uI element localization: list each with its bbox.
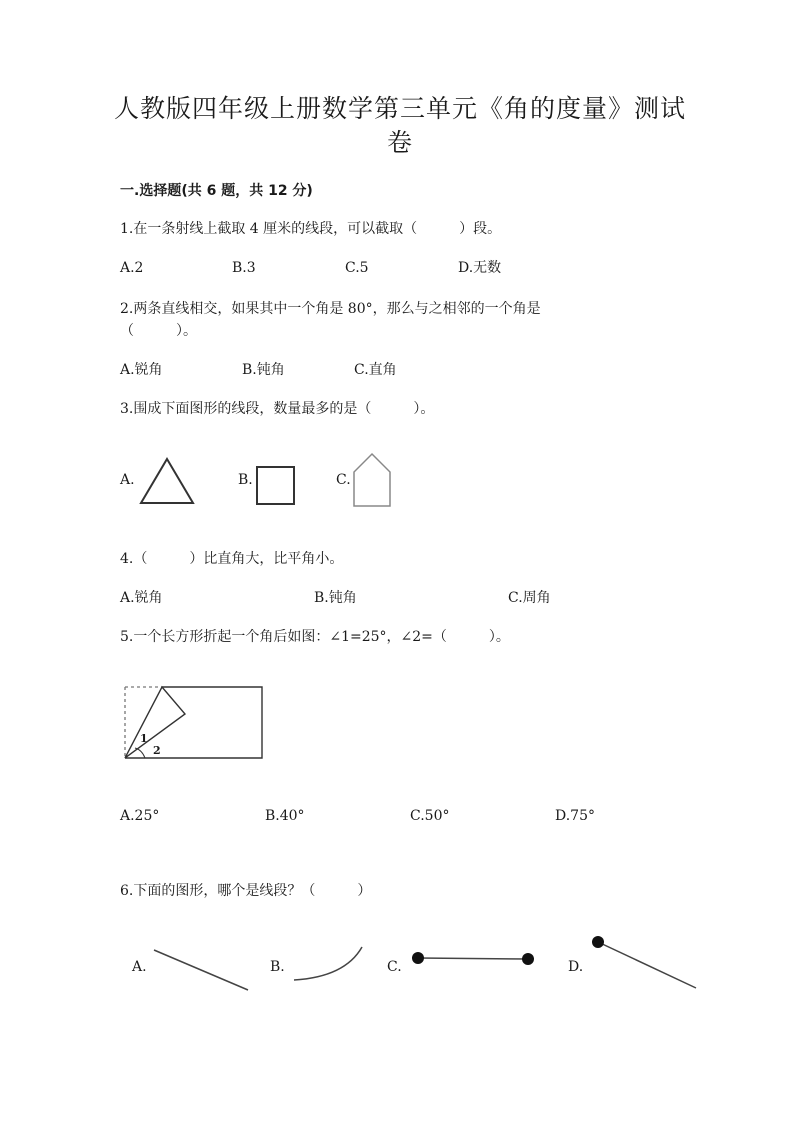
q6-option-c-label[interactable]: C. (387, 959, 402, 975)
q5-option-d[interactable]: D.75° (555, 808, 595, 824)
q2-option-c[interactable]: C.直角 (354, 362, 397, 378)
q6-option-a-label[interactable]: A. (132, 959, 147, 975)
q6-option-b-label[interactable]: B. (270, 959, 285, 975)
q6-curve-shape (290, 943, 370, 985)
question-6-text: 6.下面的图形，哪个是线段？（ ） (120, 883, 372, 899)
q2-option-b[interactable]: B.钝角 (242, 362, 285, 378)
question-4-text: 4.（ ）比直角大，比平角小。 (120, 551, 344, 567)
q3-square-shape (256, 466, 296, 506)
page-title (110, 92, 690, 160)
q3-triangle-shape (140, 456, 196, 506)
q2-text-line-1: 2.两条直线相交，如果其中一个角是 80°，那么与之相邻的一个角是 (120, 301, 541, 317)
title-line-2: 卷 (386, 128, 413, 157)
q6-straight-line-shape (150, 945, 255, 995)
q5-option-a[interactable]: A.25° (120, 808, 160, 824)
q4-option-b[interactable]: B.钝角 (314, 590, 357, 606)
q2-option-a[interactable]: A.锐角 (120, 362, 163, 378)
q6-option-d-label[interactable]: D. (568, 959, 584, 975)
q2-text-line-2: （ ）。 (120, 323, 197, 339)
question-5-text: 5.一个长方形折起一个角后如图：∠1=25°，∠2=（ ）。 (120, 629, 510, 645)
q3-option-b-label[interactable]: B. (238, 472, 253, 488)
q1-option-a[interactable]: A.2 (120, 260, 144, 276)
q3-option-c-label[interactable]: C. (336, 472, 351, 488)
q4-option-a[interactable]: A.锐角 (120, 590, 163, 606)
q1-option-d[interactable]: D.无数 (458, 260, 502, 276)
q5-option-b[interactable]: B.40° (265, 808, 305, 824)
q3-pentagon-shape (352, 452, 392, 508)
q5-option-c[interactable]: C.50° (410, 808, 450, 824)
q4-option-c[interactable]: C.周角 (508, 590, 551, 606)
q3-option-a-label[interactable]: A. (120, 472, 135, 488)
question-2-text (120, 298, 640, 342)
q6-ray-shape (588, 932, 703, 994)
section-header: 一.选择题(共 6 题，共 12 分) (120, 183, 313, 199)
q5-folded-rectangle-figure (120, 680, 270, 766)
question-1-text: 1.在一条射线上截取 4 厘米的线段，可以截取（ ）段。 (120, 221, 502, 237)
title-line-1: 人教版四年级上册数学第三单元《角的度量》测试 (113, 94, 686, 123)
q1-option-c[interactable]: C.5 (345, 260, 369, 276)
question-3-text: 3.围成下面图形的线段，数量最多的是（ ）。 (120, 401, 435, 417)
q5-angle-1-label: 1 (140, 732, 148, 745)
q1-option-b[interactable]: B.3 (232, 260, 256, 276)
q5-angle-2-label: 2 (153, 744, 161, 757)
q6-segment-shape (408, 948, 540, 970)
